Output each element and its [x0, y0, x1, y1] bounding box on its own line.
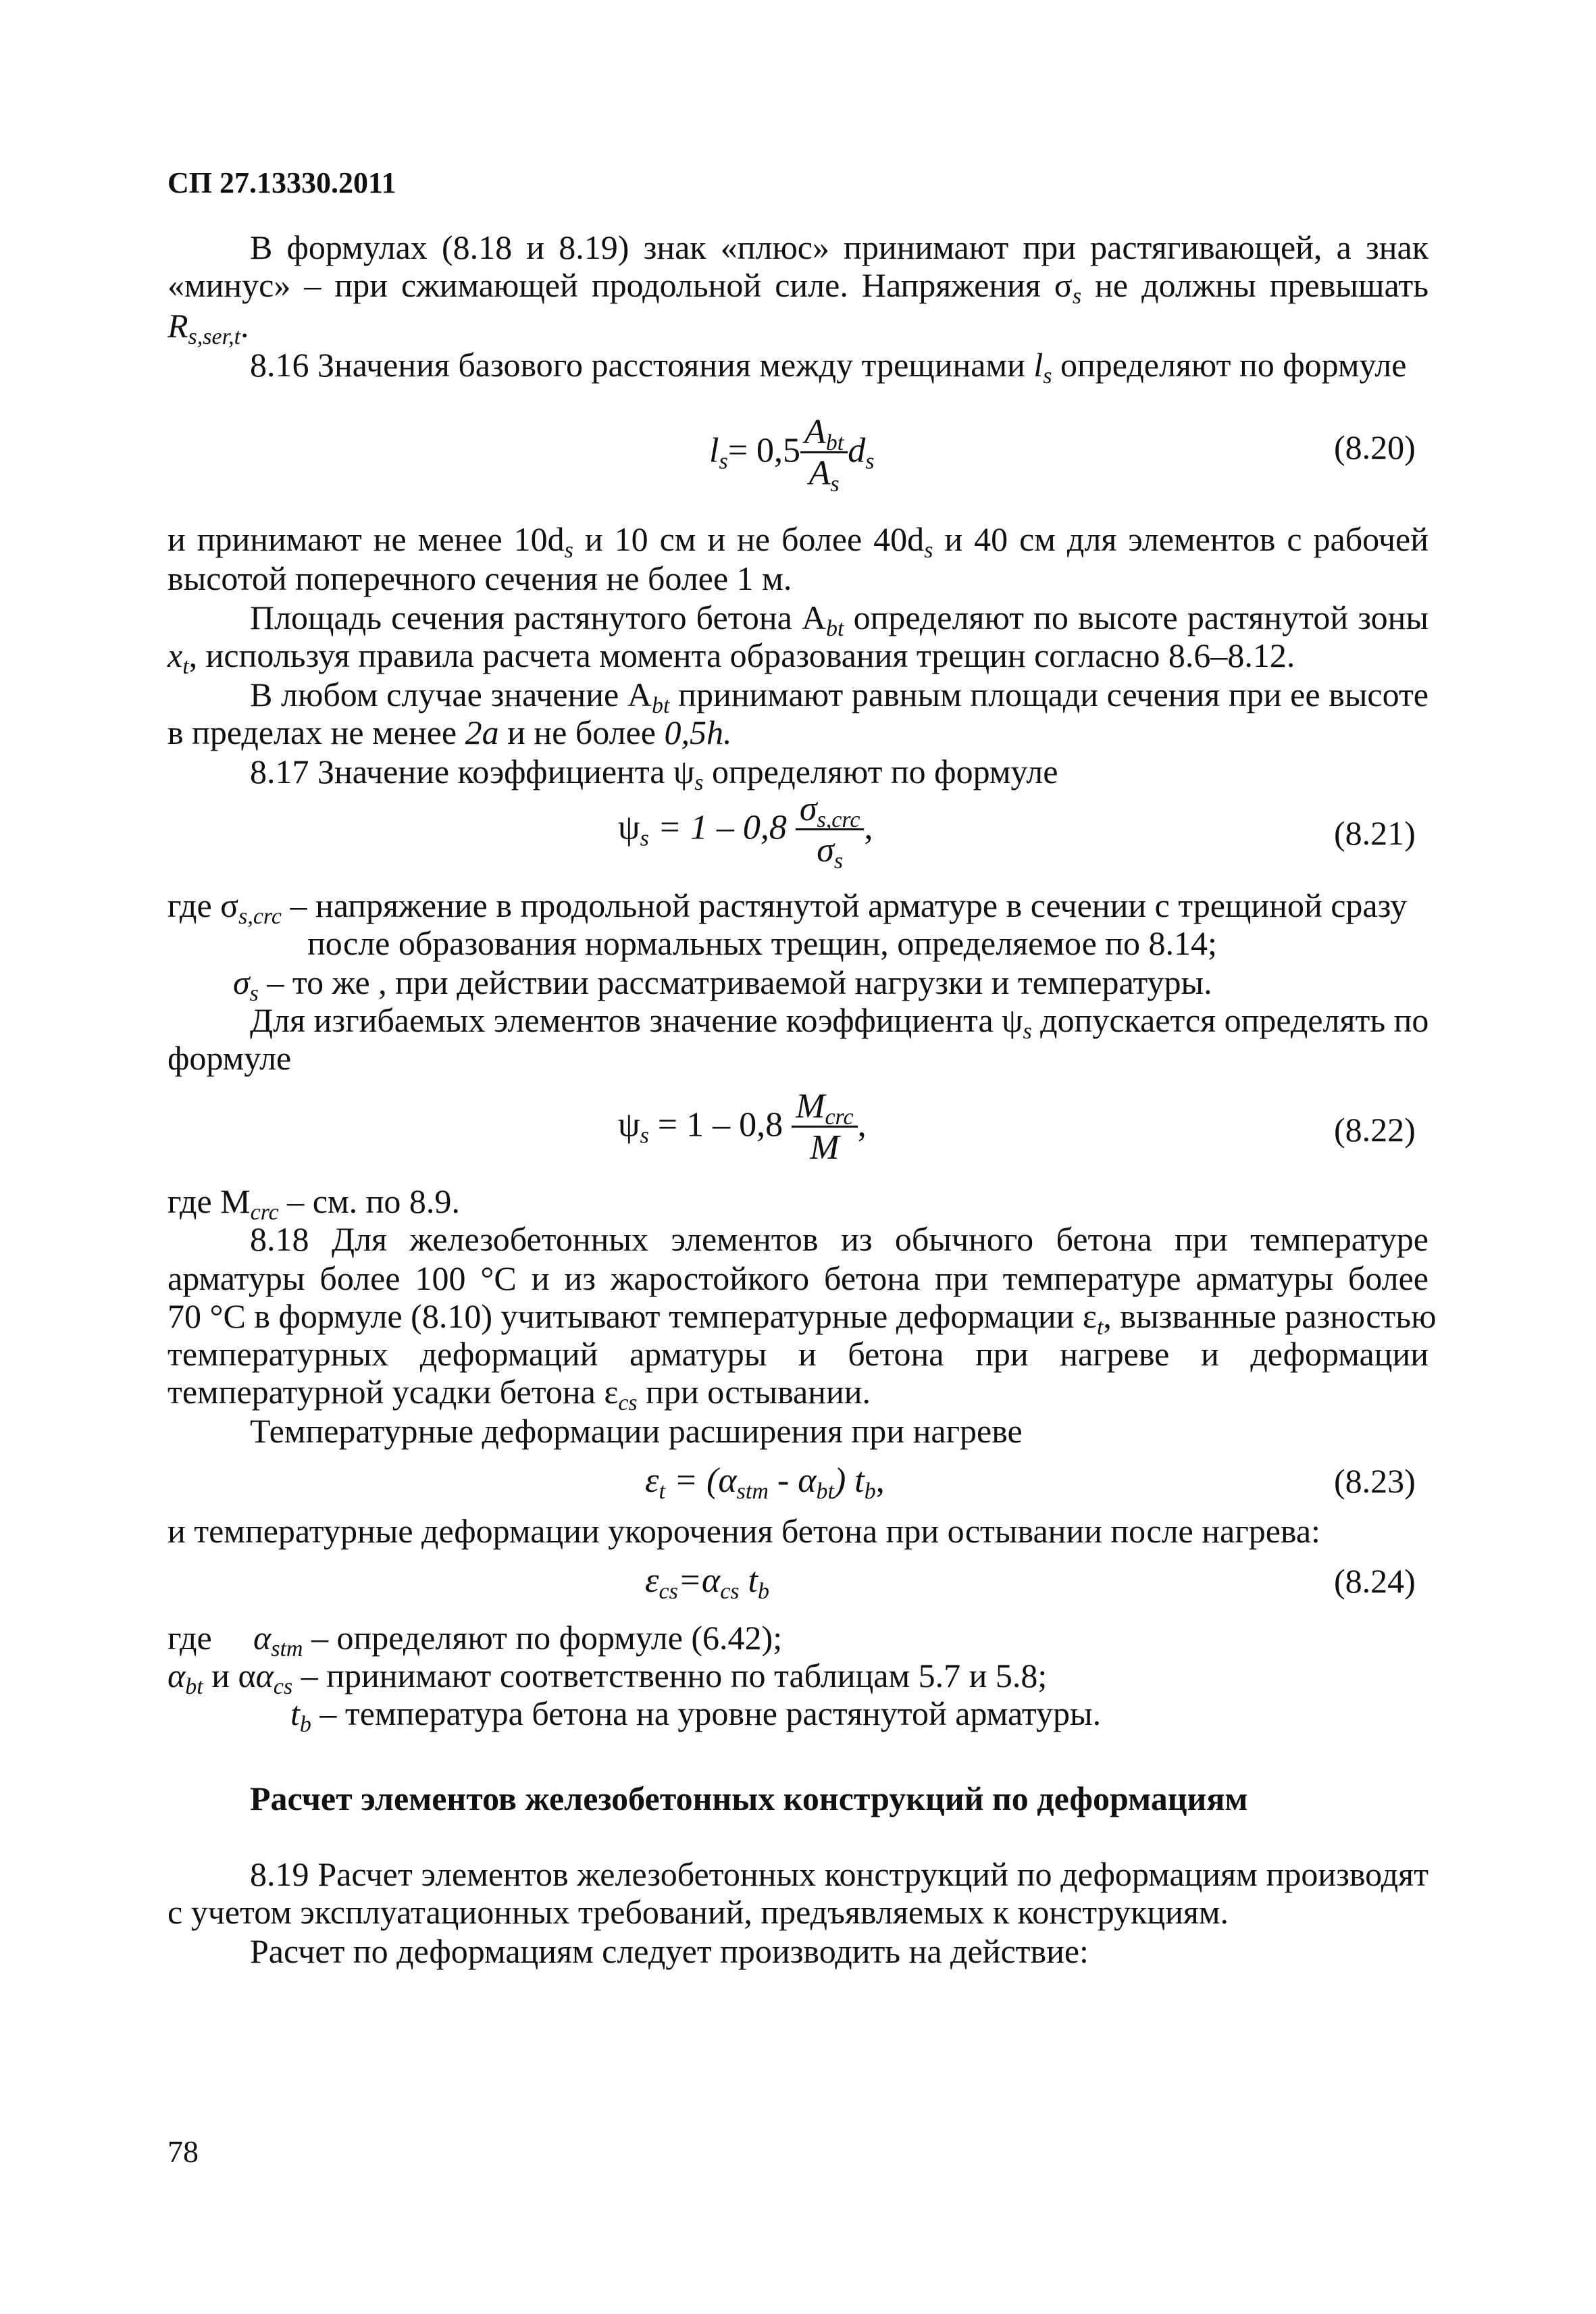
equation-8-20: $l_s= 0,5$ $\frac{A_{bt}}{A_s}$ $d_s$: [709, 413, 875, 497]
definition-line: $\alpha_{stm}$ – определяют по формуле (6.42);: [253, 1619, 783, 1661]
definition-label: где: [168, 1619, 212, 1657]
definition-line: $t_b$ – температура бетона на уровне растянутой арматуры.: [290, 1694, 1102, 1737]
paragraph-line: 8.17 Значение коэффициента $\psi_s$ определяют по формуле: [250, 753, 1058, 795]
paragraph-line: Площадь сечения растянутого бетона $A_{bt}$ определяют по высоте растянутой зоны: [250, 599, 1429, 641]
equation-number: (8.22): [1334, 1111, 1416, 1149]
page-number: 78: [168, 2134, 199, 2169]
equation-8-23: $\varepsilon_t = (\alpha_{stm} - \alpha_{bt})$ $t_b$,: [645, 1461, 885, 1504]
section-title: Расчет элементов железобетонных конструкций по деформациям: [250, 1780, 1248, 1817]
equation-number: (8.23): [1334, 1462, 1416, 1500]
definition-line: где $M_{crc}$ – см. по 8.9.: [168, 1182, 460, 1225]
paragraph-line: В любом случае значение $A_{bt}$ принимают равным площади сечения при ее высоте: [250, 676, 1429, 718]
equation-number: (8.24): [1334, 1562, 1416, 1600]
paragraph-line: В формулах (8.18 и 8.19) знак «плюс» принимают при растягивающей, а знак: [250, 228, 1428, 266]
paragraph-line: «минус» – при сжимающей продольной силе. Напряжения $\sigma_s$ не должны превышать: [168, 266, 1428, 309]
paragraph-line: Для изгибаемых элементов значение коэффициента $\psi_s$ допускается определять по: [250, 1001, 1429, 1044]
paragraph-line: температурной усадки бетона $\varepsilon_{cs}$ при остывании.: [168, 1373, 871, 1415]
equation-number: (8.21): [1334, 814, 1416, 852]
definition-line: $\alpha_{bt}$ и $\alpha\alpha_{cs}$ – принимают соответственно по таблицам 5.7 и 5.8;: [168, 1657, 1048, 1699]
paragraph-line: Расчет по деформациям следует производить на действие:: [250, 1932, 1089, 1970]
equation-number: (8.20): [1334, 428, 1416, 466]
paragraph-line: формуле: [168, 1039, 292, 1077]
equation-8-24: $\varepsilon_{cs}=\alpha_{cs}$ $t_b$: [645, 1561, 769, 1604]
paragraph-line: с учетом эксплуатационных требований, предъявляемых к конструкциям.: [168, 1893, 1229, 1931]
paragraph-line: температурных деформаций арматуры и бетона при нагреве и деформации: [168, 1335, 1428, 1373]
paragraph-line: Температурные деформации расширения при нагреве: [250, 1412, 1023, 1450]
equation-8-22: $\psi_s = 1 - 0,8$ $\frac{M_{crc}}{M}$ ,: [618, 1087, 867, 1167]
paragraph-line: высотой поперечного сечения не более 1 м.: [168, 559, 792, 597]
paragraph-line: 70 °С в формуле (8.10) учитывают температурные деформации $\varepsilon_t$, вызванные разностью: [168, 1297, 1437, 1340]
definition-line: после образования нормальных трещин, определяемое по 8.14;: [307, 924, 1217, 962]
definition-line: где $\sigma_{s,crc}$ – напряжение в продольной растянутой арматуре в сечении с трещиной сразу: [168, 886, 1408, 929]
document-header: СП 27.13330.2011: [168, 166, 396, 199]
paragraph-line: в пределах не менее 2a и не более 0,5h.: [168, 713, 732, 751]
paragraph-line: 8.19 Расчет элементов железобетонных конструкций по деформациям производят: [250, 1855, 1428, 1893]
paragraph-line: и принимают не менее $10d_s$ и 10 см и не более $40d_s$ и 40 см для элементов с рабочей: [168, 520, 1428, 563]
paragraph-line: $x_t$, используя правила расчета момента образования трещин согласно 8.6–8.12.: [168, 636, 1295, 679]
paragraph-line: 8.18 Для железобетонных элементов из обычного бетона при температуре: [250, 1220, 1428, 1258]
paragraph-line: $R_{s,ser,t}$.: [168, 307, 249, 349]
paragraph-line: арматуры более 100 °С и из жаростойкого бетона при температуре арматуры более: [168, 1259, 1428, 1297]
paragraph-line: и температурные деформации укорочения бетона при остывании после нагрева:: [168, 1512, 1320, 1550]
paragraph-line: 8.16 Значения базового расстояния между трещинами $l_s$ определяют по формуле: [250, 346, 1407, 388]
equation-8-21: $\psi_s = 1 - 0,8$ $\frac{\sigma_{s,crc}}{\sigma_s}$ ,: [618, 790, 873, 874]
definition-line: $\sigma_s$ – то же , при действии рассматриваемой нагрузки и температуры.: [233, 963, 1212, 1006]
